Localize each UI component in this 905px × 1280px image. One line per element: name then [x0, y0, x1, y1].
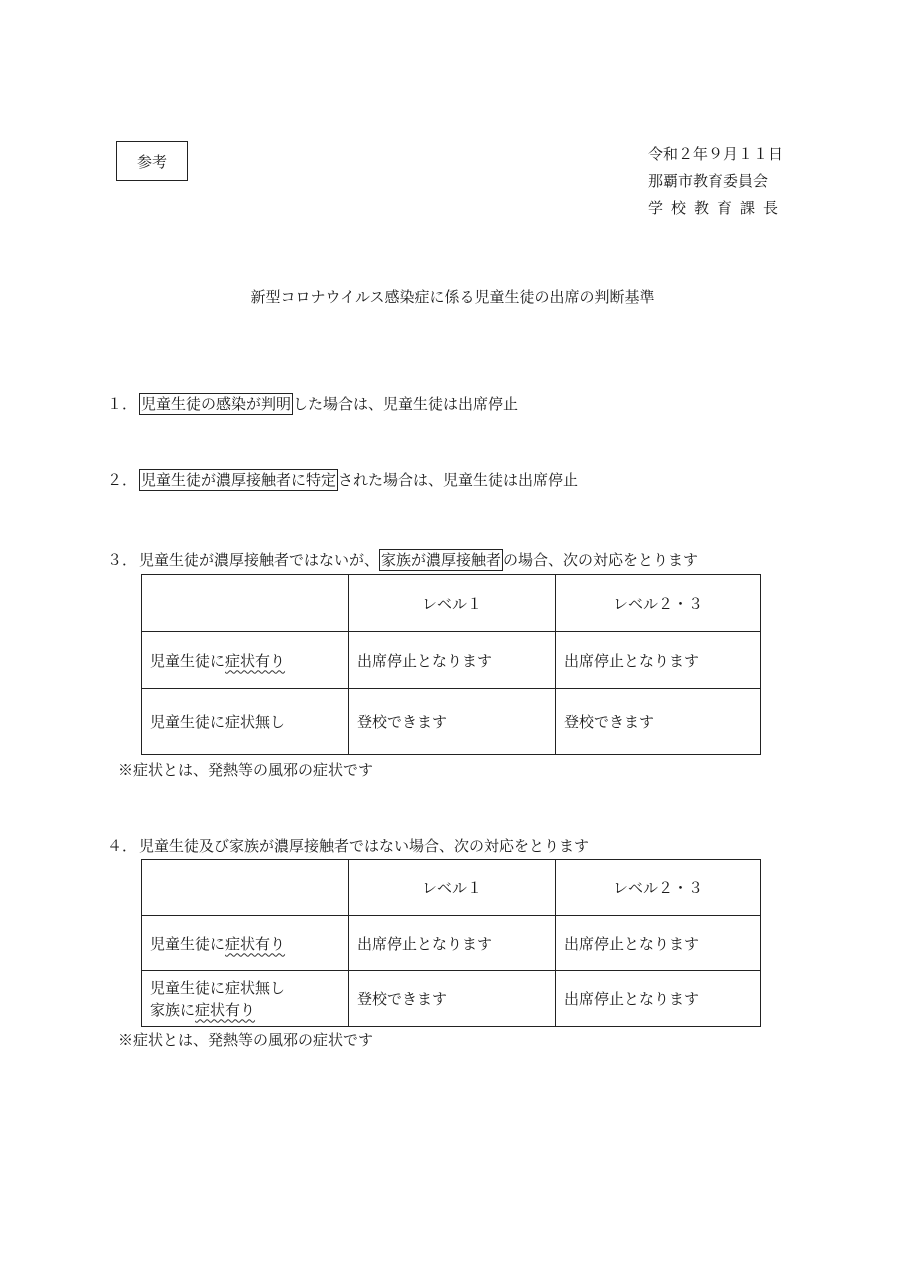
header-cell-level23: レベル２・３ — [556, 575, 761, 632]
item-text: された場合は、児童生徒は出席停止 — [338, 471, 579, 489]
boxed-phrase: 児童生徒が濃厚接触者に特定 — [141, 471, 337, 489]
label-text: 児童生徒に — [150, 651, 226, 670]
level1-cell: 登校できます — [349, 689, 556, 755]
item-number: １． — [107, 395, 138, 413]
criterion-item-1 — [107, 393, 518, 414]
row-label — [142, 916, 349, 971]
label-line-1: 児童生徒に症状無し — [150, 978, 286, 997]
level23-cell: 出席停止となります — [556, 916, 761, 971]
table-item-4 — [141, 859, 761, 1027]
issuer-block — [648, 141, 798, 222]
level23-cell: 出席停止となります — [556, 632, 761, 689]
issuer-department: 学校教育課長 — [648, 199, 787, 217]
criterion-item-3 — [107, 549, 698, 570]
boxed-phrase: 児童生徒の感染が判明 — [141, 395, 292, 413]
reference-label: 参考 — [136, 152, 167, 171]
level1-cell: 出席停止となります — [349, 916, 556, 971]
symptom-note: ※症状とは、発熱等の風邪の症状です — [118, 761, 374, 779]
label-emphasis: 症状有り — [225, 934, 286, 953]
header-cell-level23: レベル２・３ — [556, 860, 761, 916]
level23-cell: 登校できます — [556, 689, 761, 755]
item-number: ２． — [107, 471, 138, 489]
table-header-row — [142, 575, 761, 632]
item-text-pre: 児童生徒が濃厚接触者ではないが、 — [139, 551, 380, 569]
issuer-organization: 那覇市教育委員会 — [648, 172, 769, 190]
row-label — [142, 971, 349, 1027]
header-cell-level1: レベル１ — [349, 860, 556, 916]
header-cell-empty — [142, 860, 349, 916]
label-text: 家族に — [150, 1000, 196, 1019]
criterion-item-4 — [107, 835, 589, 856]
level1-cell: 出席停止となります — [349, 632, 556, 689]
item-text: した場合は、児童生徒は出席停止 — [293, 395, 519, 413]
level1-cell: 登校できます — [349, 971, 556, 1027]
item-number: ４． — [107, 837, 138, 855]
label-emphasis: 症状有り — [225, 651, 286, 670]
label-emphasis: 症状有り — [195, 1000, 256, 1019]
label-text: 児童生徒に — [150, 934, 226, 953]
item-text: 児童生徒及び家族が濃厚接触者ではない場合、次の対応をとります — [139, 837, 590, 855]
header-cell-empty — [142, 575, 349, 632]
table-header-row — [142, 860, 761, 916]
boxed-phrase: 家族が濃厚接触者 — [381, 551, 502, 569]
document-title: 新型コロナウイルス感染症に係る児童生徒の出席の判断基準 — [250, 288, 655, 306]
table-row — [142, 689, 761, 755]
row-label — [142, 632, 349, 689]
item-number: ３． — [107, 551, 138, 569]
issue-date: 令和２年９月１１日 — [648, 145, 784, 163]
reference-label-box — [116, 141, 188, 181]
criterion-item-2 — [107, 469, 578, 490]
table-row — [142, 632, 761, 689]
symptom-note: ※症状とは、発熱等の風邪の症状です — [118, 1031, 374, 1049]
header-cell-level1: レベル１ — [349, 575, 556, 632]
item-text: の場合、次の対応をとります — [503, 551, 699, 569]
table-item-3 — [141, 574, 761, 755]
level23-cell: 出席停止となります — [556, 971, 761, 1027]
label-line-2 — [150, 999, 340, 1021]
table-row — [142, 971, 761, 1027]
table-row — [142, 916, 761, 971]
row-label: 児童生徒に症状無し — [142, 689, 349, 755]
